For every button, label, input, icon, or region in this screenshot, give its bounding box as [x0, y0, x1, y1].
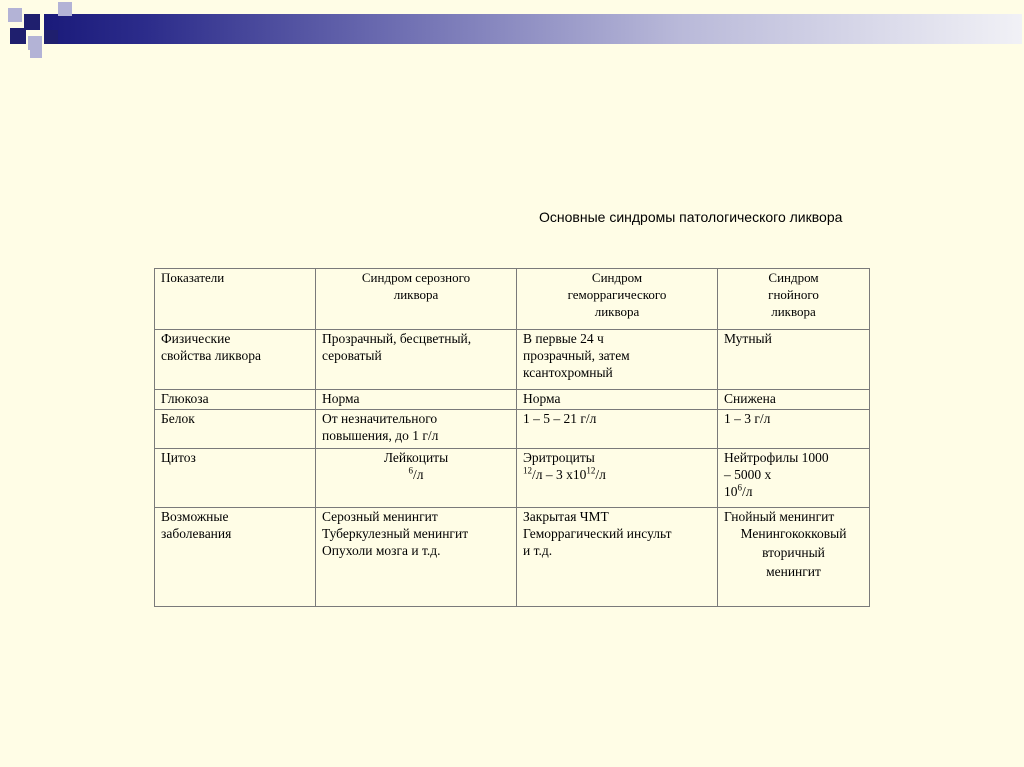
purulent-cell: Снижена [718, 390, 870, 410]
deco-square [24, 14, 40, 30]
row-label-cell: Возможные заболевания [155, 508, 316, 607]
deco-square [44, 30, 58, 44]
purulent-cell: Мутный [718, 330, 870, 390]
slide-title: Основные синдромы патологического ликвора [539, 209, 843, 225]
header-cell-hemorrhagic: Синдром геморрагического ликвора [517, 269, 718, 330]
table-header-row [155, 269, 870, 330]
deco-square [10, 28, 26, 44]
serous-cell: Лейкоциты $^6$/л [316, 449, 517, 508]
purulent-cell: Гнойный менингит Менингококковый вторичный менингит [718, 508, 870, 607]
liquor-syndromes-table [154, 268, 870, 607]
row-label-cell: Физические свойства ликвора [155, 330, 316, 390]
deco-square [58, 2, 72, 16]
table-row-glucose [155, 390, 870, 410]
table-row-diseases [155, 508, 870, 607]
serous-cell: Норма [316, 390, 517, 410]
serous-cell: Прозрачный, бесцветный, сероватый [316, 330, 517, 390]
serous-cell: Серозный менингит Туберкулезный менингит Опухоли мозга и т.д. [316, 508, 517, 607]
hemorrhagic-cell: В первые 24 ч прозрачный, затем ксантохромный [517, 330, 718, 390]
serous-cell: От незначительного повышения, до 1 г/л [316, 410, 517, 449]
row-label-cell: Глюкоза [155, 390, 316, 410]
table-row-physical-properties [155, 330, 870, 390]
hemorrhagic-cell: Эритроциты $^{12}$/л – 3 $х10^{12}/л$ [517, 449, 718, 508]
row-label-cell: Белок [155, 410, 316, 449]
purulent-cell: 1 – 3 г/л [718, 410, 870, 449]
header-cell-indicators: Показатели [155, 269, 316, 330]
table-row-protein [155, 410, 870, 449]
hemorrhagic-cell: Закрытая ЧМТ Геморрагический инсульт и т.д. [517, 508, 718, 607]
header-cell-serous: Синдром серозного ликвора [316, 269, 517, 330]
row-label-cell: Цитоз [155, 449, 316, 508]
hemorrhagic-cell: Норма [517, 390, 718, 410]
hemorrhagic-cell: 1 – 5 – 21 г/л [517, 410, 718, 449]
purulent-cell: Нейтрофилы 1000 – 5000 х $10^6/л$ [718, 449, 870, 508]
header-gradient-bar [44, 14, 1022, 44]
table-row-cytosis [155, 449, 870, 508]
deco-square [30, 46, 42, 58]
header-cell-purulent: Синдром гнойного ликвора [718, 269, 870, 330]
deco-square [8, 8, 22, 22]
